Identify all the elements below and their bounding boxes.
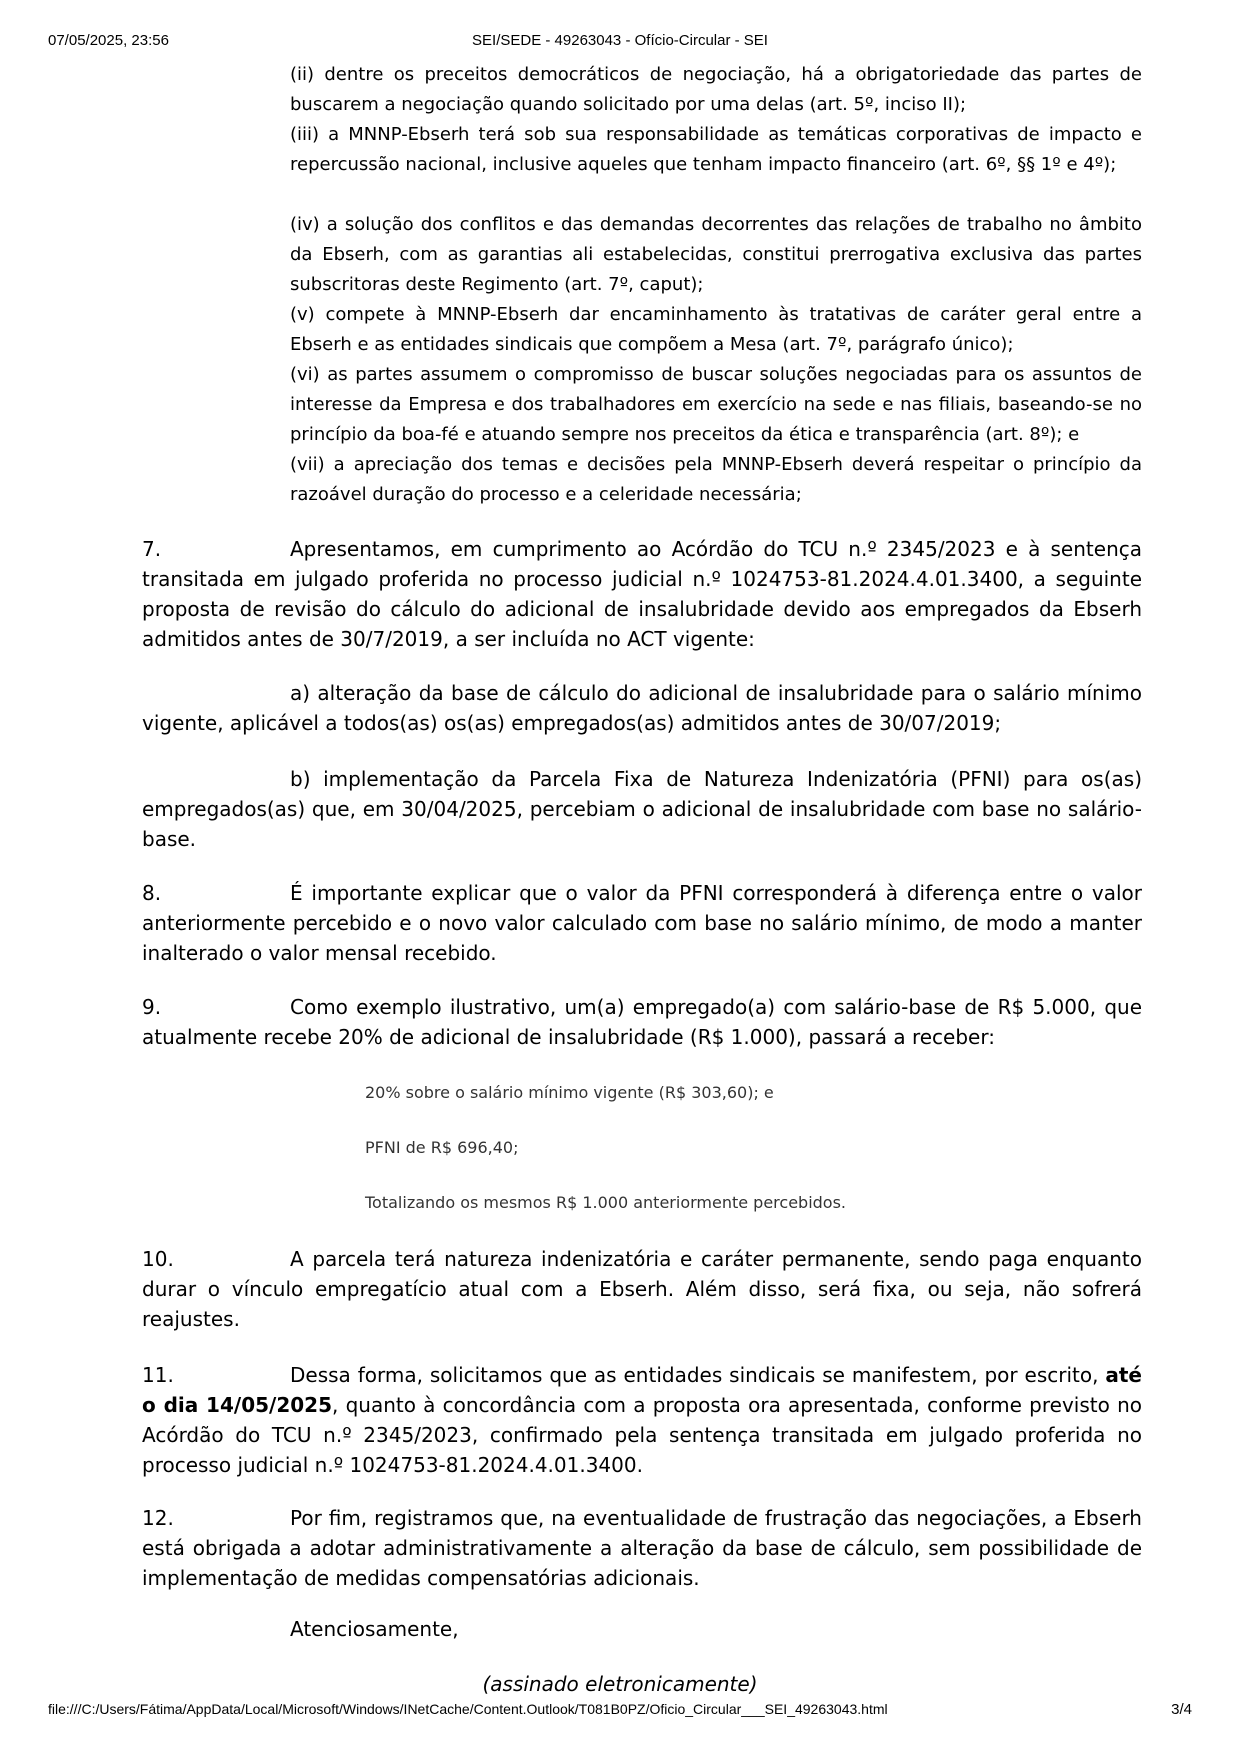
paragraph-7b <box>142 764 1142 854</box>
list-item-iv: (iv) a solução dos conflitos e das demandas decorrentes das relações de trabalho no âmbito da Ebserh, com as garantias ali estabelecidas, constitui prerrogativa exclusiva das partes subscritoras deste Regimento (art. 7º, caput); <box>290 214 1142 295</box>
example-line-3: Totalizando os mesmos R$ 1.000 anteriormente percebidos. <box>365 1193 847 1212</box>
paragraph-text: b) implementação da Parcela Fixa de Natureza Indenizatória (PFNI) para os(as) empregados(as) que, em 30/04/2025, percebiam o adicional de insalubridade com base no salário-base. <box>142 767 1142 851</box>
paragraph-text: Apresentamos, em cumprimento ao Acórdão do TCU n.º 2345/2023 e à sentença transitada em julgado proferida no processo judicial n.º 1024753-81.2024.4.01.3400, a seguinte proposta de revisão do cálculo do adicional de insalubridade devido aos empregados da Ebserh admitidos antes de 30/7/2019, a ser incluída no ACT vigente: <box>142 537 1142 651</box>
closing-salutation: Atenciosamente, <box>290 1617 459 1641</box>
example-line-2: PFNI de R$ 696,40; <box>365 1138 519 1157</box>
paragraph-number: 11. <box>142 1363 174 1387</box>
print-header-title: SEI/SEDE - 49263043 - Ofício-Circular - SEI <box>472 32 768 49</box>
print-footer-page-number: 3/4 <box>1171 1701 1192 1718</box>
paragraph-10 <box>142 1244 1142 1334</box>
paragraph-text: Como exemplo ilustrativo, um(a) empregado(a) com salário-base de R$ 5.000, que atualmente recebe 20% de adicional de insalubridade (R$ 1.000), passará a receber: <box>142 995 1142 1049</box>
deadline-emphasis: até o dia 14/05/2025 <box>142 1363 1142 1417</box>
signature-note: (assinado eletronicamente) <box>482 1672 758 1696</box>
paragraph-9 <box>142 992 1142 1052</box>
paragraph-text: Dessa forma, solicitamos que as entidades sindicais se manifestem, por escrito, <box>290 1363 1106 1387</box>
print-header-datetime: 07/05/2025, 23:56 <box>48 32 169 49</box>
list-item-vii: (vii) a apreciação dos temas e decisões pela MNNP-Ebserh deverá respeitar o princípio da razoável duração do processo e a celeridade necessária; <box>290 454 1142 505</box>
paragraph-text: A parcela terá natureza indenizatória e caráter permanente, sendo paga enquanto durar o vínculo empregatício atual com a Ebserh. Além disso, será fixa, ou seja, não sofrerá reajustes. <box>142 1247 1142 1331</box>
print-footer-path: file:///C:/Users/Fátima/AppData/Local/Microsoft/Windows/INetCache/Content.Outlook/T081B0PZ/Oficio_Circular___SEI_49263043.html <box>48 1701 888 1717</box>
paragraph-11 <box>142 1360 1142 1480</box>
list-item-ii: (ii) dentre os preceitos democráticos de negociação, há a obrigatoriedade das partes de buscarem a negociação quando solicitado por uma delas (art. 5º, inciso II); <box>290 64 1142 115</box>
paragraph-number: 8. <box>142 881 162 905</box>
paragraph-number: 12. <box>142 1506 174 1530</box>
paragraph-text-continued: , quanto à concordância com a proposta ora apresentada, conforme previsto no Acórdão do TCU n.º 2345/2023, confirmado pela sentença transitada em julgado proferida no processo judicial n.º 1024753-81.2024.4.01.3400. <box>142 1393 1142 1477</box>
paragraph-7 <box>142 534 1142 654</box>
paragraph-8 <box>142 878 1142 968</box>
paragraph-number: 10. <box>142 1247 174 1271</box>
list-item-v: (v) compete à MNNP-Ebserh dar encaminhamento às tratativas de caráter geral entre a Ebserh e as entidades sindicais que compõem a Mesa (art. 7º, parágrafo único); <box>290 304 1142 355</box>
paragraph-number: 9. <box>142 995 162 1019</box>
paragraph-number: 7. <box>142 537 162 561</box>
paragraph-text: a) alteração da base de cálculo do adicional de insalubridade para o salário mínimo vigente, aplicável a todos(as) os(as) empregados(as) admitidos antes de 30/07/2019; <box>142 681 1142 735</box>
list-item-iii: (iii) a MNNP-Ebserh terá sob sua responsabilidade as temáticas corporativas de impacto e repercussão nacional, inclusive aqueles que tenham impacto financeiro (art. 6º, §§ 1º e 4º); <box>290 124 1142 175</box>
paragraph-7a <box>142 678 1142 738</box>
list-item-vi: (vi) as partes assumem o compromisso de buscar soluções negociadas para os assuntos de interesse da Empresa e dos trabalhadores em exercício na sede e nas filiais, baseando-se no princípio da boa-fé e atuando sempre nos preceitos da ética e transparência (art. 8º); e <box>290 364 1142 445</box>
paragraph-12 <box>142 1503 1142 1593</box>
paragraph-text: Por fim, registramos que, na eventualidade de frustração das negociações, a Ebserh está obrigada a adotar administrativamente a alteração da base de cálculo, sem possibilidade de implementação de medidas compensatórias adicionais. <box>142 1506 1142 1590</box>
paragraph-text: É importante explicar que o valor da PFNI corresponderá à diferença entre o valor anteriormente percebido e o novo valor calculado com base no salário mínimo, de modo a manter inalterado o valor mensal recebido. <box>142 881 1142 965</box>
example-line-1: 20% sobre o salário mínimo vigente (R$ 303,60); e <box>365 1083 774 1102</box>
